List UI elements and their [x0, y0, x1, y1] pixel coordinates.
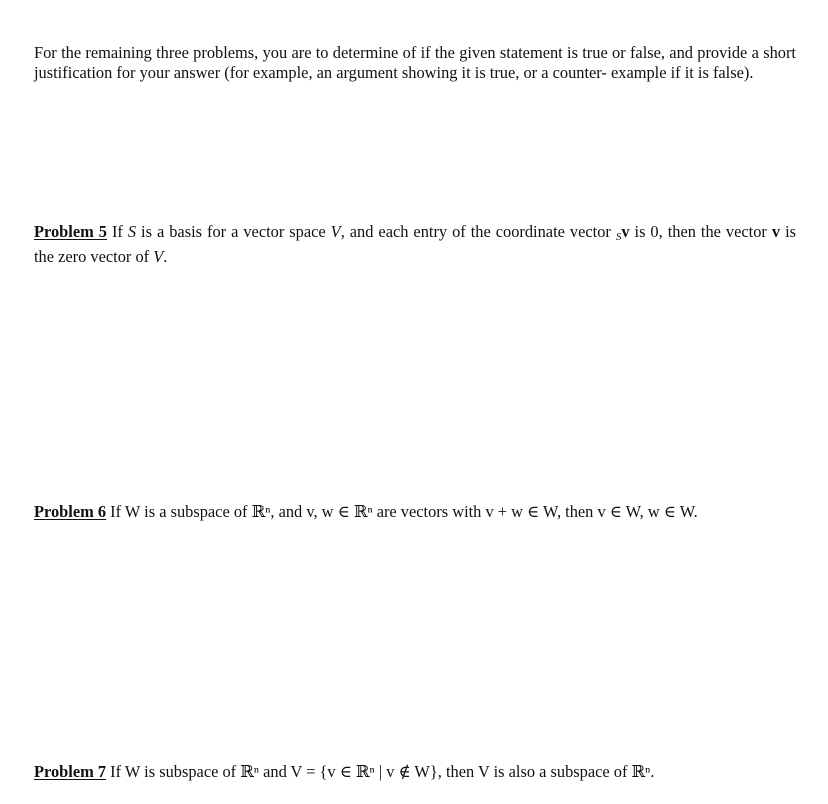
problem-5	[34, 222, 796, 267]
instructions-line-3: example if it is false).	[610, 63, 754, 82]
instructions-paragraph	[34, 43, 796, 83]
problem-7-text: If W is subspace of ℝⁿ and V = {v ∈ ℝⁿ | v ∉ W}, then V is also a subspace of ℝⁿ.	[106, 762, 655, 781]
problem-5-text: , and each entry of the coordinate vector	[340, 222, 616, 241]
problem-5-text: .	[163, 247, 168, 266]
problem-5-text: is the zero vector of	[34, 222, 796, 266]
problem-6	[34, 502, 796, 522]
math-vector: v	[621, 222, 630, 241]
math-var: S	[127, 222, 137, 241]
problem-6-text: If W is a subspace of ℝⁿ, and v, w ∈ ℝⁿ are vectors with v + w ∈ W, then v ∈ W, w ∈ W.	[106, 502, 698, 521]
problem-7-label: Problem 7	[34, 762, 107, 781]
instructions-line-2: provide a short justification for your answer (for example, an argument showing it is true, or a counter-	[34, 43, 796, 82]
problem-5-text: is a basis for a vector space	[136, 222, 331, 241]
problem-5-text: is 0, then the vector	[629, 222, 772, 241]
problem-5-text: If	[106, 222, 128, 241]
math-var: V	[330, 222, 341, 241]
problem-7	[34, 762, 796, 782]
math-subscript: S	[615, 231, 622, 243]
problem-6-label: Problem 6	[34, 502, 107, 521]
instructions-line-1: For the remaining three problems, you are to determine of if the given statement is true or false, and	[34, 43, 693, 62]
math-var: V	[153, 247, 164, 266]
problem-5-label: Problem 5	[34, 222, 107, 241]
math-vector: v	[771, 222, 781, 241]
